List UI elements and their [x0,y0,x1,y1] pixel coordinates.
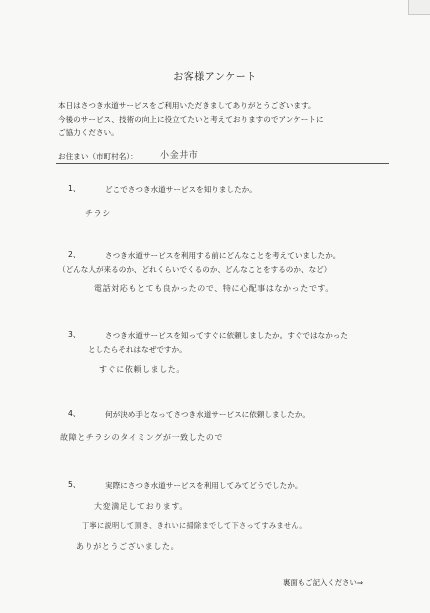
question-2-answer: 電話対応もとても良かったので、特に心配事はなかったです。 [94,284,334,293]
address-handwritten-value: 小金井市 [160,151,199,161]
question-2-number: 2、 [68,250,81,259]
question-2-text: さつき水道サービスを利用する前にどんなことを考えていましたか。 [105,251,341,260]
footer-instruction: 裏面もご記入ください⇒ [283,578,364,587]
question-5-text: 実際にさつき水道サービスを利用してみてどうでしたか。 [105,481,303,490]
question-3-number: 3、 [68,330,81,339]
question-4-text: 何が決め手となってさつき水道サービスに依頼しましたか。 [105,410,311,419]
survey-title: お客様アンケート [173,72,257,83]
question-5-answer-line-1: 大変満足しております。 [94,502,188,511]
question-4-answer: 故障とチラシのタイミングが一致したので [60,433,224,442]
intro-line-2: 今後のサービス、技術の向上に役立てたいと考えておりますのでアンケートに [58,114,324,124]
scan-corner-mark [408,0,430,15]
question-2-subtext: （どんな人が来るのか、どれくらいでくるのか、どんなことをするのか、など） [58,265,332,274]
question-5-answer-line-2: 丁寧に説明して頂き、きれいに掃除までして下さってすみません。 [82,521,307,530]
question-4-number: 4、 [68,409,81,418]
question-5-answer-line-3: ありがとうございました。 [76,542,180,551]
intro-line-3: ご協力ください。 [58,128,119,137]
question-3-text: さつき水道サービスを知ってすぐに依頼しましたか。すぐではなかった [105,331,348,340]
address-label: お住まい（市町村名）： [58,152,138,161]
intro-line-1: 本日はさつき水道サービスをご利用いただきましてありがとうございます。 [58,101,316,110]
question-1-text: どこでさつき水道サービスを知りましたか。 [105,185,257,194]
intro-text [58,99,408,140]
question-3-subtext: としたらそれはなぜですか。 [88,345,187,354]
question-5-number: 5、 [68,480,81,489]
question-3-answer: すぐに依頼しました。 [99,365,185,374]
question-1-answer: チラシ [85,209,111,218]
question-1-number: 1、 [68,184,81,193]
address-underline [56,163,389,164]
